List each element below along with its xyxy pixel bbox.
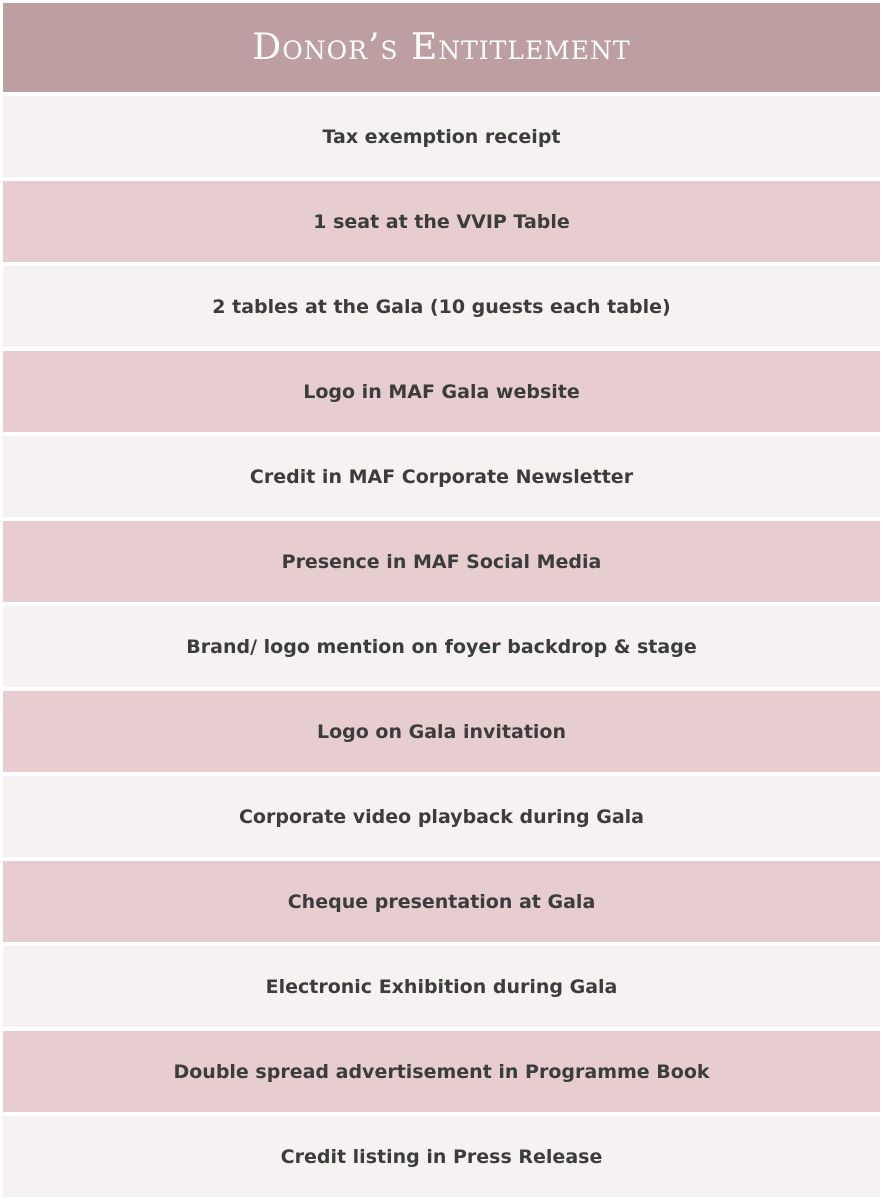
row-label: Double spread advertisement in Programme Book <box>173 1060 710 1083</box>
row-label: Credit in MAF Corporate Newsletter <box>249 465 634 488</box>
table-row <box>3 1031 880 1112</box>
row-label: Logo on Gala invitation <box>316 720 566 743</box>
entitlement-table <box>3 3 880 1197</box>
table-row <box>3 1116 880 1197</box>
table-row <box>3 266 880 347</box>
table-row <box>3 351 880 432</box>
row-label: Tax exemption receipt <box>322 125 561 148</box>
row-label: Cheque presentation at Gala <box>287 890 596 913</box>
header-title: Donor’s Entitlement <box>252 27 631 68</box>
table-row <box>3 946 880 1027</box>
row-label: Credit listing in Press Release <box>280 1145 603 1168</box>
row-label: Logo in MAF Gala website <box>303 380 580 403</box>
row-label: 2 tables at the Gala (10 guests each table) <box>212 295 671 318</box>
row-label: Brand/ logo mention on foyer backdrop & stage <box>186 635 697 658</box>
table-row <box>3 776 880 857</box>
entitlement-rows <box>3 96 880 1197</box>
row-label: 1 seat at the VVIP Table <box>313 210 570 233</box>
table-row <box>3 691 880 772</box>
table-row <box>3 521 880 602</box>
table-header <box>3 3 880 92</box>
row-label: Electronic Exhibition during Gala <box>265 975 618 998</box>
row-label: Presence in MAF Social Media <box>281 550 602 573</box>
row-label: Corporate video playback during Gala <box>238 805 645 828</box>
table-row <box>3 181 880 262</box>
table-row <box>3 436 880 517</box>
table-row <box>3 861 880 942</box>
table-row <box>3 96 880 177</box>
table-row <box>3 606 880 687</box>
